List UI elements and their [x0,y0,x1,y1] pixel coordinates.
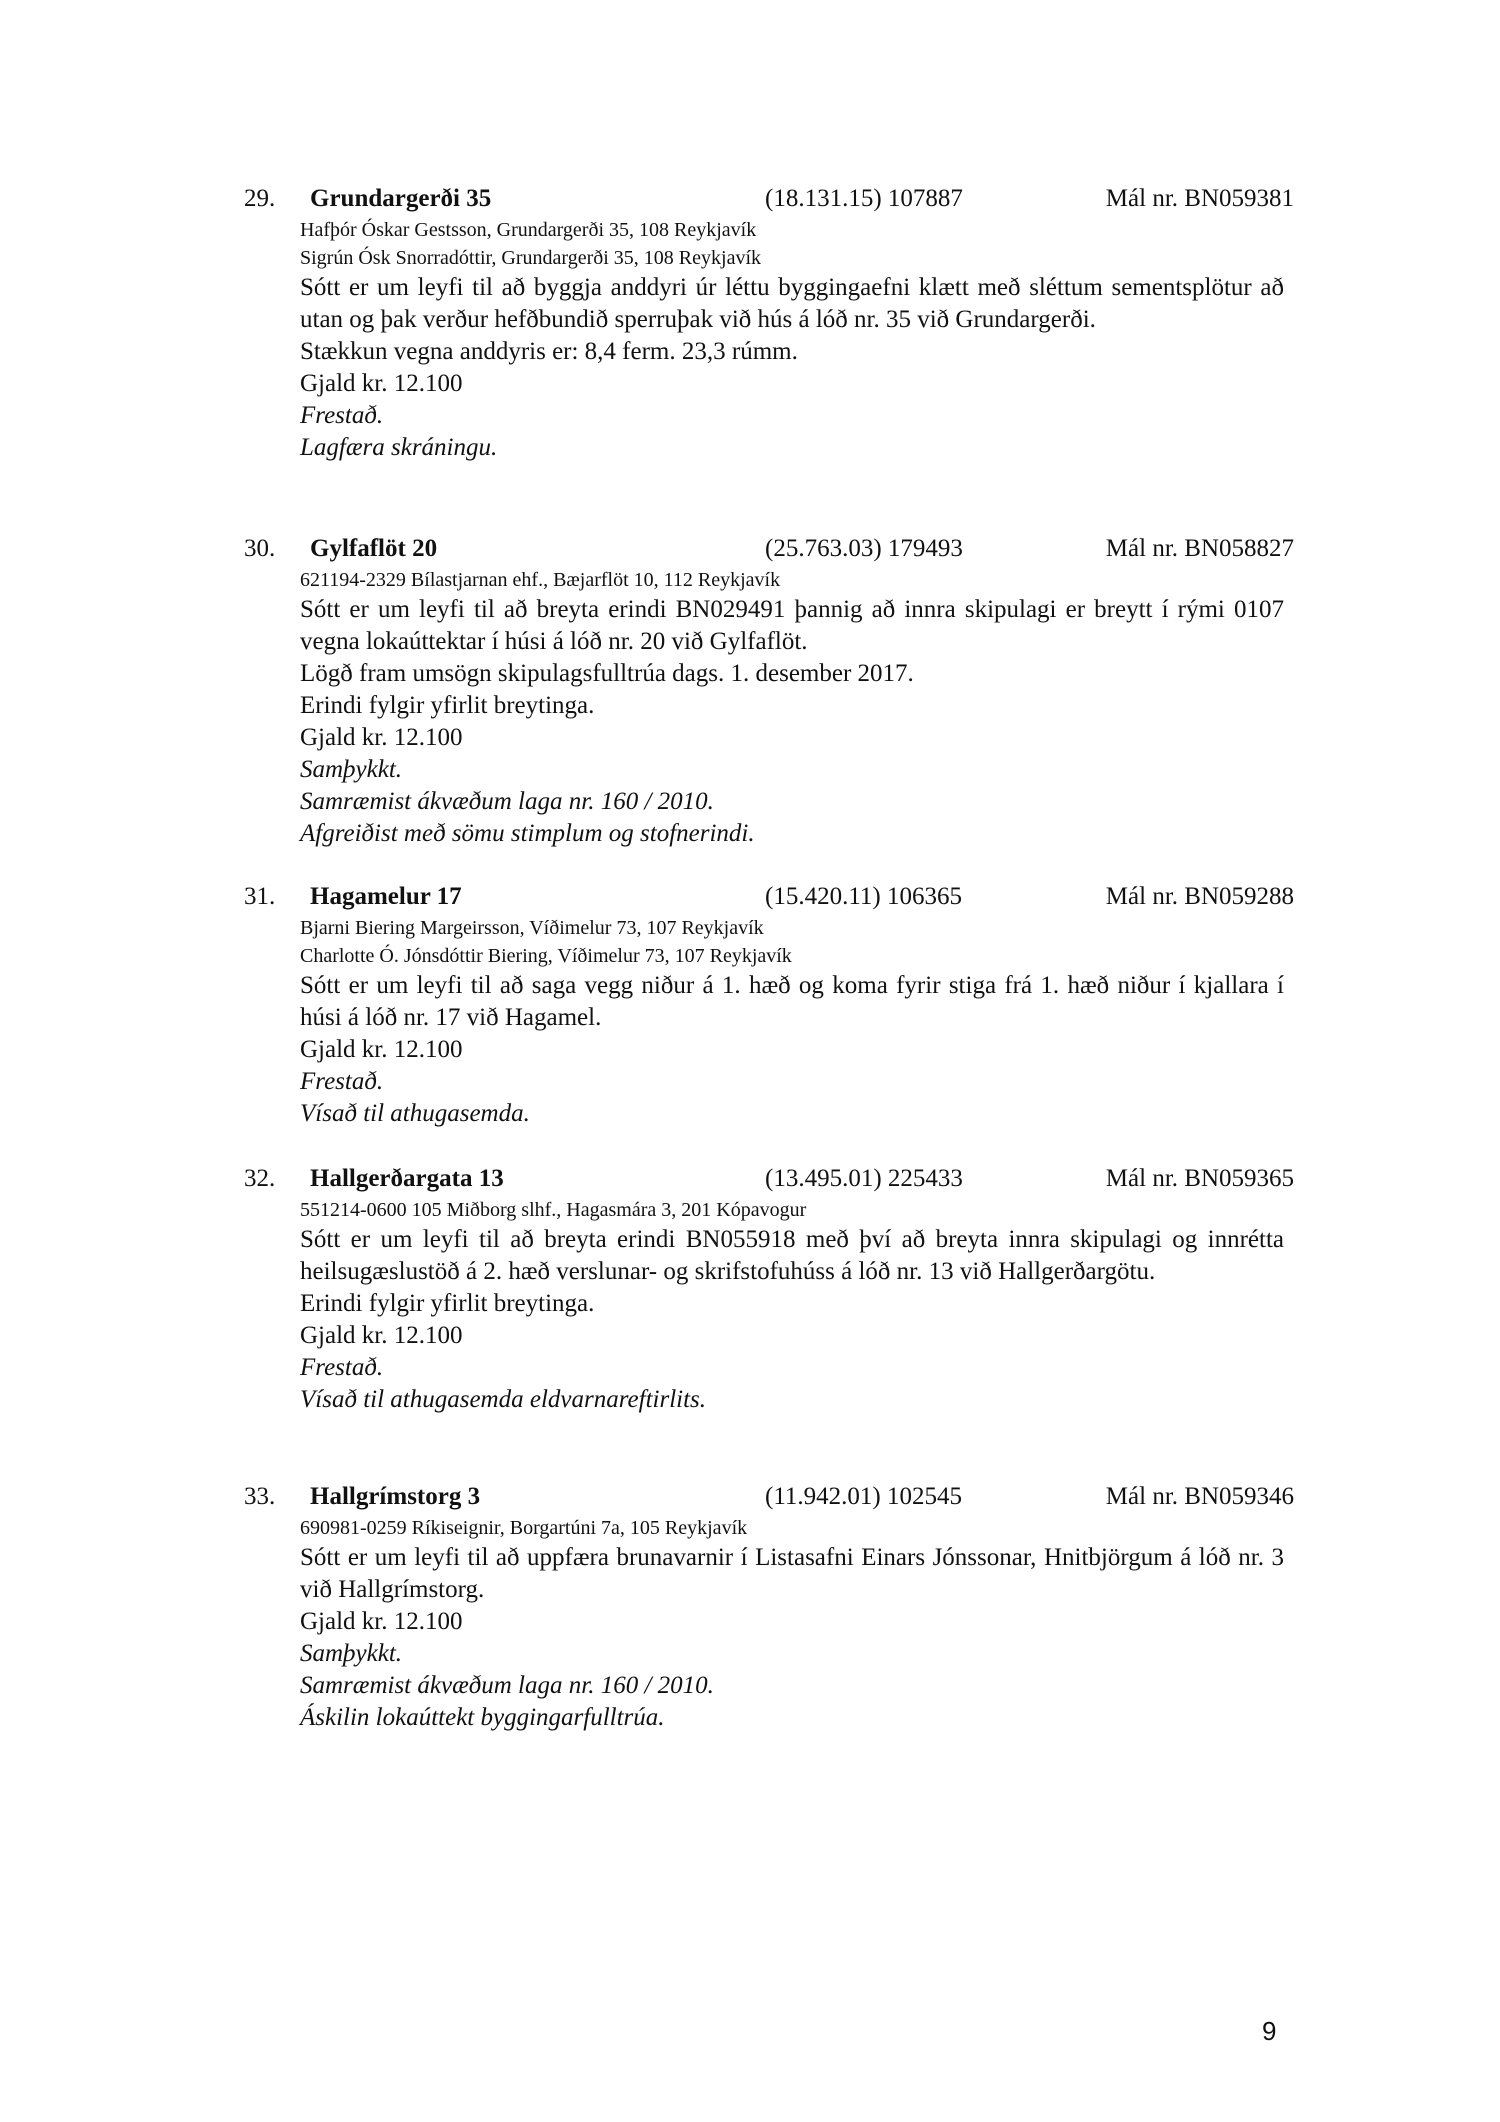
entry-address: Hallgrímstorg 3 [310,1483,481,1510]
entry-number: 31. [244,883,276,910]
entry-heading [0,1480,1500,1514]
entry-fee: Gjald kr. 12.100 [300,370,463,397]
description-text: Sótt er um leyfi til að breyta erindi BN029491 þannig að innra skipulagi er breytt í rými 0107 vegna lokaúttektar í húsi á lóð nr. 20 við Gylfaflöt. [300,596,1284,655]
entry-case-number: Mál nr. BN059288 [1105,883,1294,910]
entry-decision-note: Samræmist ákvæðum laga nr. 160 / 2010. [300,1672,714,1699]
entry-decision-note: Vísað til athugasemda eldvarnareftirlits. [300,1386,707,1413]
case-entry-33 [0,1480,1500,1734]
entry-heading [0,1162,1500,1196]
entry-line: Erindi fylgir yfirlit breytinga. [300,1290,595,1317]
entry-description [300,594,1284,658]
entry-decision-note: Lagfæra skráningu. [300,434,498,461]
entry-decision: Frestað. [300,402,384,429]
entry-land-reference: (15.420.11) 106365 [765,883,962,910]
case-entry-29 [0,182,1500,464]
case-entry-32 [0,1162,1500,1416]
entry-address: Hallgerðargata 13 [310,1165,504,1192]
entry-fee: Gjald kr. 12.100 [300,1608,463,1635]
entry-land-reference: (18.131.15) 107887 [765,185,963,212]
description-text: Sótt er um leyfi til að byggja anddyri úr léttu byggingaefni klætt með sléttum sementsplötur að utan og þak verður hefðbundið sperruþak við hús á lóð nr. 35 við Grundargerði. [300,274,1284,333]
applicant: 551214-0600 105 Miðborg slhf., Hagasmára 3, 201 Kópavogur [300,1199,807,1221]
entry-decision: Samþykkt. [300,1640,403,1667]
entry-heading [0,532,1500,566]
entry-applicants [300,566,1500,594]
entry-address: Grundargerði 35 [310,185,492,212]
description-text: Sótt er um leyfi til að breyta erindi BN055918 með því að breyta innra skipulagi og innrétta heilsugæslustöð á 2. hæð verslunar- og skrifstofuhúss á lóð nr. 13 við Hallgerðargötu. [300,1226,1284,1285]
entry-case-number: Mál nr. BN059346 [1105,1483,1294,1510]
entry-applicants [300,216,1500,272]
description-text: Sótt er um leyfi til að uppfæra brunavarnir í Listasafni Einars Jónssonar, Hnitbjörgum á lóð nr. 3 við Hallgrímstorg. [300,1544,1284,1603]
applicant: Bjarni Biering Margeirsson, Víðimelur 73, 107 Reykjavík [300,917,764,939]
applicant: 621194-2329 Bílastjarnan ehf., Bæjarflöt 10, 112 Reykjavík [300,569,781,591]
entry-fee: Gjald kr. 12.100 [300,1322,463,1349]
entry-description [300,272,1284,336]
entry-case-number: Mál nr. BN058827 [1105,535,1294,562]
entry-line: Stækkun vegna anddyris er: 8,4 ferm. 23,3 rúmm. [300,338,798,365]
entry-address: Hagamelur 17 [310,883,462,910]
entry-number: 32. [244,1165,276,1192]
entry-land-reference: (11.942.01) 102545 [765,1483,962,1510]
entry-number: 29. [244,185,276,212]
entry-heading [0,880,1500,914]
entry-description [300,1542,1284,1606]
entry-decision-note: Vísað til athugasemda. [300,1100,530,1127]
entry-heading [0,182,1500,216]
applicant: Charlotte Ó. Jónsdóttir Biering, Víðimelur 73, 107 Reykjavík [300,945,792,967]
entry-fee: Gjald kr. 12.100 [300,1036,463,1063]
applicant: Hafþór Óskar Gestsson, Grundargerði 35, 108 Reykjavík [300,219,757,241]
case-entry-30 [0,532,1500,850]
entry-applicants [300,914,1500,970]
applicant: 690981-0259 Ríkiseignir, Borgartúni 7a, 105 Reykjavík [300,1517,748,1539]
entry-case-number: Mál nr. BN059365 [1105,1165,1294,1192]
applicant: Sigrún Ósk Snorradóttir, Grundargerði 35, 108 Reykjavík [300,247,761,269]
entry-description [300,1224,1284,1288]
entry-land-reference: (25.763.03) 179493 [765,535,963,562]
entry-decision: Frestað. [300,1068,384,1095]
entry-number: 30. [244,535,276,562]
entry-applicants [300,1196,1500,1224]
entry-case-number: Mál nr. BN059381 [1105,185,1294,212]
entry-decision-note: Afgreiðist með sömu stimplum og stofnerindi. [300,820,755,847]
entry-address: Gylfaflöt 20 [310,535,438,562]
entry-decision: Frestað. [300,1354,384,1381]
entry-number: 33. [244,1483,276,1510]
case-entry-31 [0,880,1500,1130]
entry-line: Erindi fylgir yfirlit breytinga. [300,692,595,719]
entry-description [300,970,1284,1034]
entry-decision: Samþykkt. [300,756,403,783]
entry-line: Lögð fram umsögn skipulagsfulltrúa dags. 1. desember 2017. [300,660,914,687]
entry-decision-note: Samræmist ákvæðum laga nr. 160 / 2010. [300,788,714,815]
entry-fee: Gjald kr. 12.100 [300,724,463,751]
entry-applicants [300,1514,1500,1542]
entry-decision-note: Áskilin lokaúttekt byggingarfulltrúa. [300,1704,665,1731]
description-text: Sótt er um leyfi til að saga vegg niður á 1. hæð og koma fyrir stiga frá 1. hæð niður í kjallara í húsi á lóð nr. 17 við Hagamel. [300,972,1284,1031]
page-number: 9 [1262,2016,1277,2046]
entry-land-reference: (13.495.01) 225433 [765,1165,963,1192]
